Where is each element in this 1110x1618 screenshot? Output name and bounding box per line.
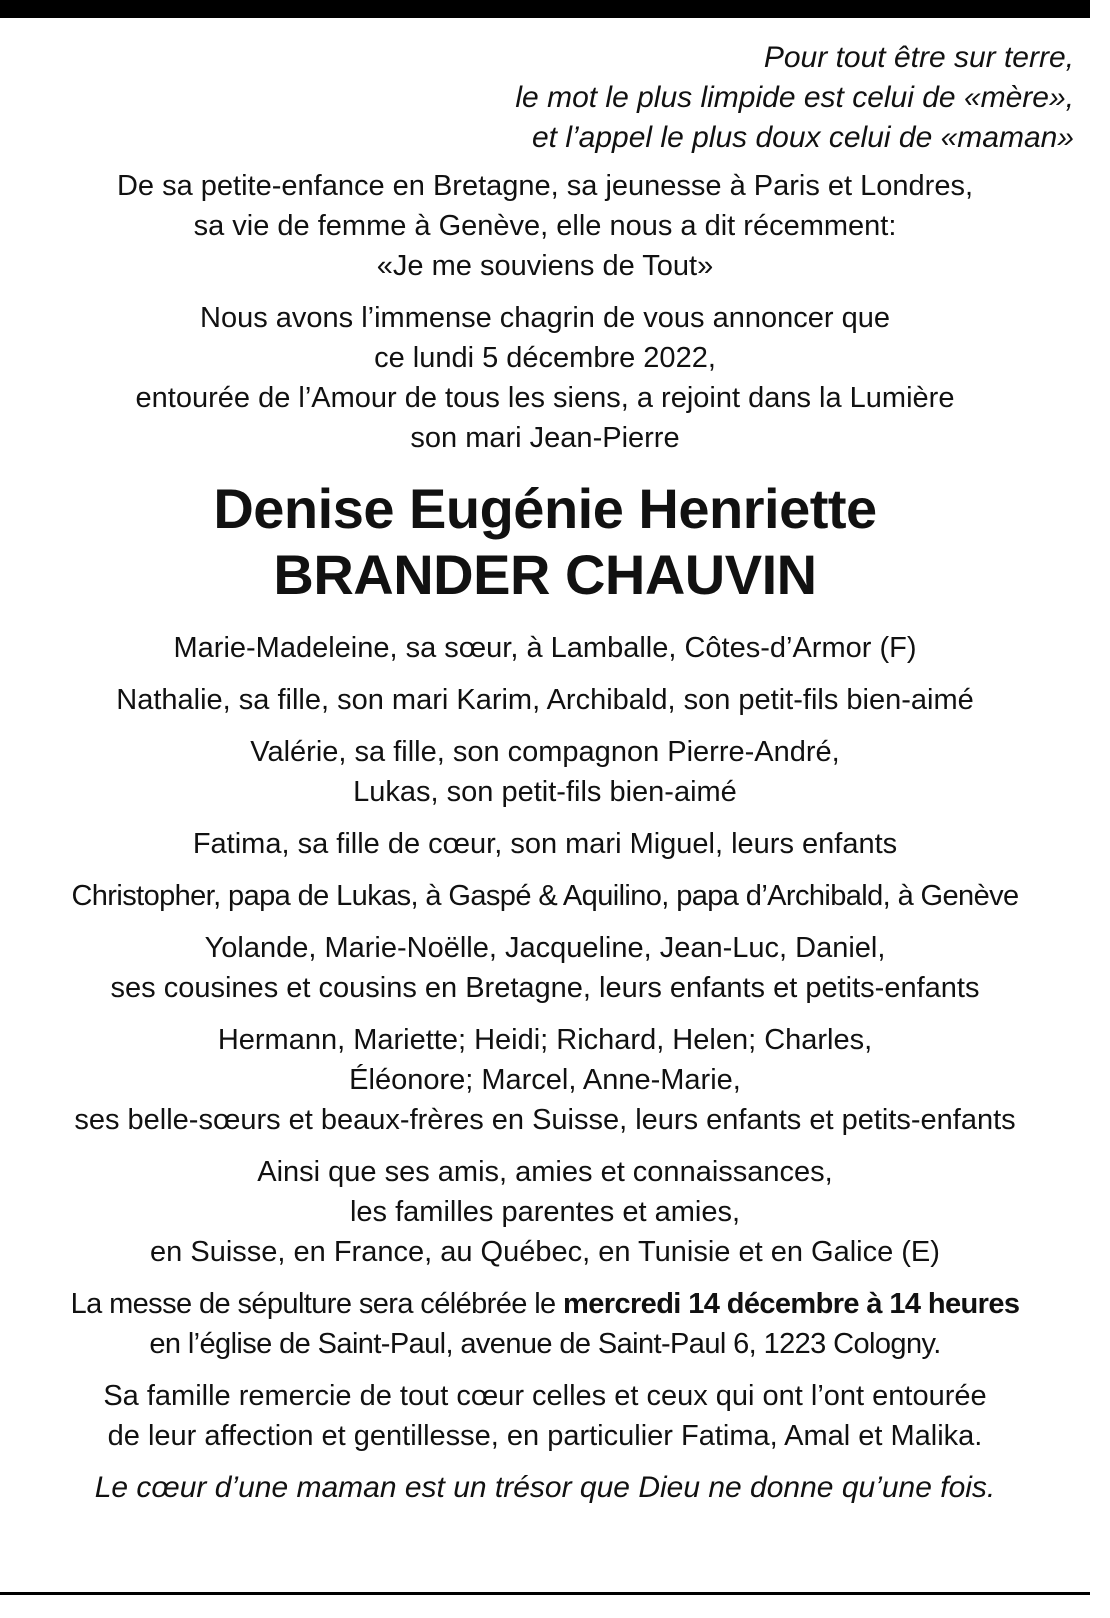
intro-line: sa vie de femme à Genève, elle nous a dit récemment: [193, 210, 897, 242]
deceased-family-names: BRANDER CHAUVIN [273, 543, 817, 606]
service-lead: La messe de sépulture sera célébrée le [70, 1288, 564, 1320]
family-sister [0, 628, 1090, 668]
family-cousins [0, 928, 1090, 1008]
epigraph-poem [0, 38, 1090, 158]
epigraph-line: et l’appel le plus doux celui de «maman» [531, 121, 1074, 154]
top-rule [0, 0, 1090, 18]
family-daughter-valerie [0, 732, 1090, 812]
family-line: Valérie, sa fille, son compagnon Pierre-André, [250, 736, 840, 768]
epigraph-line: Pour tout être sur terre, [763, 41, 1074, 74]
deceased-name [0, 476, 1090, 608]
intro-line: De sa petite-enfance en Bretagne, sa jeunesse à Paris et Londres, [116, 170, 974, 202]
family-line: les familles parentes et amies, [349, 1196, 741, 1228]
family-line: en Suisse, en France, au Québec, en Tunisie et en Galice (E) [150, 1236, 940, 1268]
funeral-service [0, 1284, 1090, 1364]
announcement-line: ce lundi 5 décembre 2022, [374, 342, 716, 374]
thanks-line: de leur affection et gentillesse, en particulier Fatima, Amal et Malika. [107, 1420, 983, 1452]
family-heart-daughter [0, 824, 1090, 864]
family-daughter-nathalie [0, 680, 1090, 720]
epigraph-line: le mot le plus limpide est celui de «mère», [515, 81, 1074, 114]
family-line: ses belle-sœurs et beaux-frères en Suisse, leurs enfants et petits-enfants [74, 1104, 1016, 1136]
family-line: Yolande, Marie-Noëlle, Jacqueline, Jean-Luc, Daniel, [204, 932, 886, 964]
family-line: Fatima, sa fille de cœur, son mari Miguel, leurs enfants [192, 828, 898, 860]
service-datetime: mercredi 14 décembre à 14 heures [563, 1288, 1020, 1320]
announcement-line: Nous avons l’immense chagrin de vous annoncer que [200, 302, 890, 334]
family-thanks [0, 1376, 1090, 1456]
bottom-rule [0, 1592, 1090, 1595]
family-line: Christopher, papa de Lukas, à Gaspé & Aquilino, papa d’Archibald, à Genève [71, 880, 1019, 912]
deceased-given-names: Denise Eugénie Henriette [213, 477, 877, 540]
family-line: Ainsi que ses amis, amies et connaissances, [257, 1156, 833, 1188]
family-line: Nathalie, sa fille, son mari Karim, Archibald, son petit-fils bien-aimé [116, 684, 974, 716]
announcement-line: son mari Jean-Pierre [410, 422, 680, 454]
family-friends [0, 1152, 1090, 1272]
intro-line: «Je me souviens de Tout» [376, 250, 714, 282]
intro-paragraph [0, 166, 1090, 286]
thanks-line: Sa famille remercie de tout cœur celles et ceux qui ont l’ont entourée [103, 1380, 987, 1412]
family-fathers [0, 876, 1090, 916]
family-line: Éléonore; Marcel, Anne-Marie, [349, 1064, 741, 1096]
closing-quote: Le cœur d’une maman est un trésor que Dieu ne donne qu’une fois. [94, 1471, 996, 1504]
family-line: ses cousines et cousins en Bretagne, leurs enfants et petits-enfants [110, 972, 980, 1004]
family-line: Marie-Madeleine, sa sœur, à Lamballe, Côtes-d’Armor (F) [173, 632, 917, 664]
family-in-laws [0, 1020, 1090, 1140]
announcement-line: entourée de l’Amour de tous les siens, a rejoint dans la Lumière [135, 382, 955, 414]
service-line [0, 1284, 1090, 1324]
service-location: en l’église de Saint-Paul, avenue de Saint-Paul 6, 1223 Cologny. [149, 1328, 941, 1360]
family-line: Lukas, son petit-fils bien-aimé [353, 776, 737, 808]
family-line: Hermann, Mariette; Heidi; Richard, Helen; Charles, [217, 1024, 873, 1056]
death-notice [0, 38, 1090, 1508]
announcement-paragraph [0, 298, 1090, 458]
